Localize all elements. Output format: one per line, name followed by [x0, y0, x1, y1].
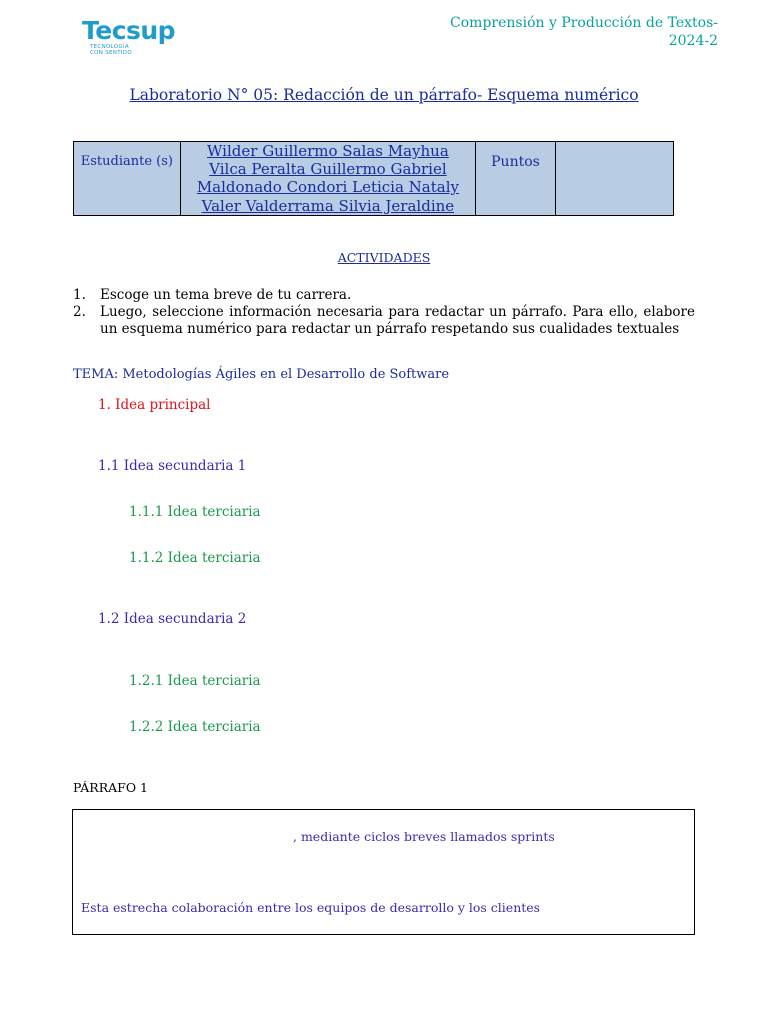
step-text: Luego, seleccione información necesaria para redactar un párrafo. Para ello, elabore un esquema numérico para redactar un párrafo respetando sus cualidades textuales	[100, 304, 695, 337]
points-label: Puntos	[491, 154, 540, 170]
step-number: 1.	[73, 287, 86, 303]
student-name[interactable]: Maldonado Condori Leticia Nataly	[196, 178, 459, 197]
course-term: 2024-2	[668, 33, 718, 49]
student-name[interactable]: Vilca Peralta Guillermo Gabriel	[209, 160, 447, 179]
student-name[interactable]: Wilder Guillermo Salas Mayhua	[207, 142, 449, 160]
activities-heading: ACTIVIDADES	[337, 250, 431, 265]
outline-tertiary-idea-2-1: 1.2.1 Idea terciaria	[129, 673, 261, 689]
paragraph-label: PÁRRAFO 1	[73, 780, 148, 795]
logo-brand: Tecsup	[82, 16, 176, 45]
student-table	[73, 141, 674, 216]
activities-list	[73, 287, 695, 338]
points-value-cell[interactable]	[555, 142, 673, 216]
outline-tertiary-idea-1-2: 1.1.2 Idea terciaria	[129, 550, 261, 566]
list-item	[73, 287, 695, 304]
logo-tagline-1: TECNOLOGÍA	[90, 44, 129, 50]
list-item	[73, 304, 695, 338]
paragraph-line-2: Esta estrecha colaboración entre los equipos de desarrollo y los clientes	[81, 900, 541, 915]
tecsup-logo	[82, 18, 212, 58]
outline-tertiary-idea-1-1: 1.1.1 Idea terciaria	[129, 504, 261, 520]
student-name[interactable]: Valer Valderrama Silvia Jeraldine	[201, 196, 455, 215]
lab-title: Laboratorio N° 05: Redacción de un párrafo- Esquema numérico	[129, 86, 639, 104]
tema-line: TEMA: Metodologías Ágiles en el Desarrollo de Software	[73, 367, 450, 382]
paragraph-line-1: , mediante ciclos breves llamados sprints	[293, 829, 555, 844]
points-label-cell	[476, 142, 556, 216]
student-names-cell	[180, 142, 475, 216]
outline-tertiary-idea-2-2: 1.2.2 Idea terciaria	[129, 719, 261, 735]
outline-secondary-idea-2: 1.2 Idea secundaria 2	[98, 611, 247, 627]
outline-secondary-idea-1: 1.1 Idea secundaria 1	[98, 458, 247, 474]
course-title: Comprensión y Producción de Textos-	[450, 15, 718, 31]
step-text: Escoge un tema breve de tu carrera.	[100, 287, 352, 303]
outline-main-idea: 1. Idea principal	[98, 397, 211, 413]
step-number: 2.	[73, 304, 86, 320]
course-header	[450, 14, 718, 50]
logo-tagline-2: CON SENTIDO	[90, 50, 132, 56]
paragraph-box[interactable]	[72, 809, 695, 935]
student-label: Estudiante (s)	[80, 154, 173, 169]
student-label-cell	[74, 142, 181, 216]
